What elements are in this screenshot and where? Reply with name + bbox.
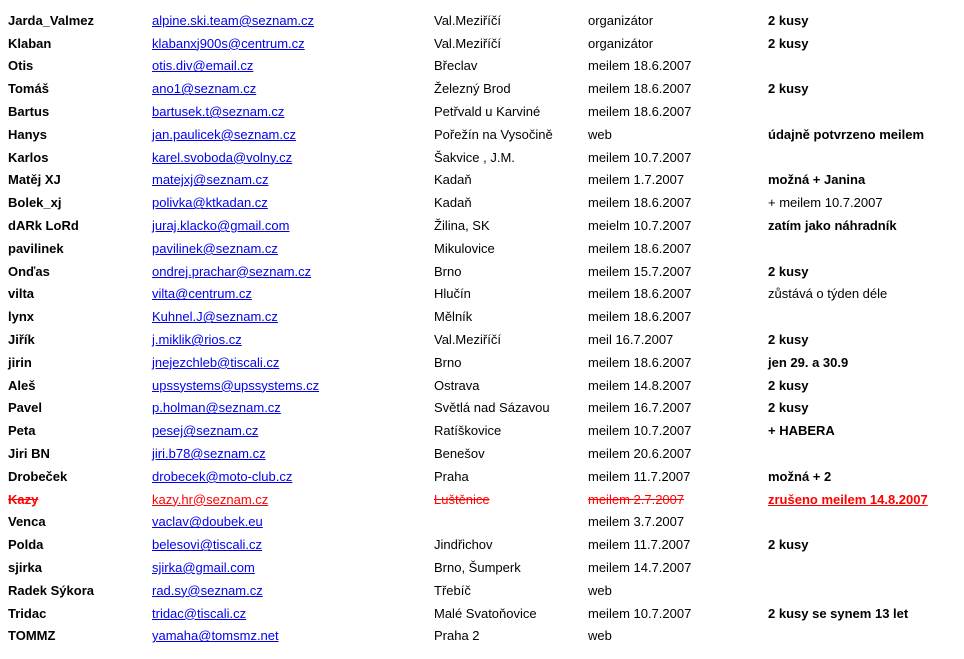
- note: 2 kusy: [768, 35, 809, 51]
- city: Železný Brod: [434, 81, 511, 97]
- note: možná + 2: [768, 468, 832, 484]
- member-name: Radek Sýkora: [8, 582, 94, 598]
- city: Třebíč: [434, 582, 471, 598]
- confirmation: web: [588, 628, 612, 644]
- table-row: [8, 625, 964, 648]
- confirmation: meilem 14.7.2007: [588, 560, 692, 576]
- confirmation: meil 16.7.2007: [588, 332, 674, 348]
- email-link[interactable]: otis.div@email.cz: [152, 58, 254, 74]
- email-link[interactable]: klabanxj900s@centrum.cz: [152, 35, 305, 51]
- city: Pořežín na Vysočině: [434, 126, 553, 142]
- table-row: [8, 9, 964, 32]
- email-cell: [152, 81, 434, 96]
- confirmation: meilem 11.7.2007: [588, 468, 691, 484]
- member-name: Aleš: [8, 377, 36, 393]
- confirmation: web: [588, 126, 612, 142]
- city: Světlá nad Sázavou: [434, 400, 550, 416]
- email-cell: [152, 606, 434, 621]
- note: 2 kusy se synem 13 let: [768, 605, 909, 621]
- member-name: Kazy: [8, 491, 39, 507]
- email-cell: [152, 583, 434, 598]
- note: + meilem 10.7.2007: [768, 195, 883, 211]
- confirmation: meilem 20.6.2007: [588, 446, 692, 462]
- confirmation: meilem 18.6.2007: [588, 81, 692, 97]
- table-row: [8, 533, 964, 556]
- email-cell: [152, 492, 434, 507]
- email-cell: [152, 286, 434, 301]
- member-name: Hanys: [8, 126, 48, 142]
- table-row: [8, 511, 964, 534]
- confirmation: meilem 10.7.2007: [588, 605, 692, 621]
- note: údajně potvrzeno meilem: [768, 126, 925, 142]
- email-cell: [152, 150, 434, 165]
- member-name: Tridac: [8, 605, 47, 621]
- member-name: Polda: [8, 537, 44, 553]
- city: Mikulovice: [434, 240, 495, 256]
- email-cell: [152, 104, 434, 119]
- table-row: [8, 283, 964, 306]
- confirmation: organizátor: [588, 35, 654, 51]
- email-cell: [152, 264, 434, 279]
- table-row: [8, 169, 964, 192]
- confirmation: meilem 10.7.2007: [588, 149, 692, 165]
- city: Val.Meziříčí: [434, 12, 501, 28]
- confirmation: meilem 1.7.2007: [588, 172, 685, 188]
- member-name: Jiřík: [8, 332, 35, 348]
- note: 2 kusy: [768, 332, 809, 348]
- note: 2 kusy: [768, 263, 809, 279]
- email-link[interactable]: vilta@centrum.cz: [152, 286, 252, 302]
- city: Luštěnice: [434, 491, 490, 507]
- confirmation: meielm 10.7.2007: [588, 218, 692, 234]
- member-name: Jarda_Valmez: [8, 12, 95, 28]
- email-cell: [152, 13, 434, 28]
- confirmation: web: [588, 582, 612, 598]
- note: možná + Janina: [768, 172, 866, 188]
- confirmation: meilem 3.7.2007: [588, 514, 685, 530]
- email-link[interactable]: drobecek@moto-club.cz: [152, 468, 293, 484]
- city: Brno: [434, 354, 462, 370]
- confirmation: meilem 11.7.2007: [588, 537, 691, 553]
- email-cell: [152, 355, 434, 370]
- confirmation: meilem 18.6.2007: [588, 195, 692, 211]
- email-cell: [152, 218, 434, 233]
- member-name: TOMMZ: [8, 628, 56, 644]
- table-row: [8, 556, 964, 579]
- member-name: Bolek_xj: [8, 195, 62, 211]
- email-link[interactable]: karel.svoboda@volny.cz: [152, 149, 293, 165]
- city: Ostrava: [434, 377, 480, 393]
- confirmation: organizátor: [588, 12, 654, 28]
- email-link[interactable]: alpine.ski.team@seznam.cz: [152, 12, 315, 28]
- note: 2 kusy: [768, 12, 809, 28]
- member-name: Peta: [8, 423, 36, 439]
- city: Praha: [434, 468, 469, 484]
- city: Šakvice , J.M.: [434, 149, 515, 165]
- table-row: [8, 602, 964, 625]
- email-cell: [152, 514, 434, 529]
- confirmation: meilem 14.8.2007: [588, 377, 692, 393]
- confirmation: meilem 10.7.2007: [588, 423, 692, 439]
- email-link[interactable]: pesej@seznam.cz: [152, 423, 259, 439]
- table-row: [8, 100, 964, 123]
- note: 2 kusy: [768, 537, 809, 553]
- city: Brno, Šumperk: [434, 560, 521, 576]
- email-link[interactable]: ondrej.prachar@seznam.cz: [152, 263, 312, 279]
- email-link[interactable]: tridac@tiscali.cz: [152, 605, 247, 621]
- email-link[interactable]: jnejezchleb@tiscali.cz: [152, 354, 280, 370]
- city: Petřvald u Karviné: [434, 104, 541, 120]
- city: Kadaň: [434, 195, 472, 211]
- member-name: Drobeček: [8, 468, 68, 484]
- email-cell: [152, 469, 434, 484]
- table-row: [8, 77, 964, 100]
- city: Praha 2: [434, 628, 480, 644]
- confirmation: meilem 18.6.2007: [588, 354, 692, 370]
- member-name: sjirka: [8, 560, 42, 576]
- email-link[interactable]: upssystems@upssystems.cz: [152, 377, 320, 393]
- email-cell: [152, 537, 434, 552]
- note: 2 kusy: [768, 377, 809, 393]
- confirmation: meilem 18.6.2007: [588, 58, 692, 74]
- member-name: lynx: [8, 309, 35, 325]
- table-row: [8, 374, 964, 397]
- confirmation: meilem 18.6.2007: [588, 240, 692, 256]
- email-cell: [152, 241, 434, 256]
- confirmation: meilem 15.7.2007: [588, 263, 692, 279]
- city: Malé Svatoňovice: [434, 605, 537, 621]
- member-name: Karlos: [8, 149, 49, 165]
- email-cell: [152, 195, 434, 210]
- member-name: Otis: [8, 58, 34, 74]
- email-cell: [152, 400, 434, 415]
- member-name: pavilinek: [8, 240, 64, 256]
- table-row: [8, 32, 964, 55]
- table-row: [8, 397, 964, 420]
- email-cell: [152, 628, 434, 643]
- table-row: [8, 214, 964, 237]
- city: Val.Meziříčí: [434, 35, 501, 51]
- email-cell: [152, 58, 434, 73]
- email-link[interactable]: j.miklik@rios.cz: [152, 332, 242, 348]
- email-cell: [152, 36, 434, 51]
- member-name: Jiri BN: [8, 446, 50, 462]
- table-row: [8, 488, 964, 511]
- confirmation: meilem 18.6.2007: [588, 309, 692, 325]
- city: Hlučín: [434, 286, 471, 302]
- table-row: [8, 55, 964, 78]
- city: Žilina, SK: [434, 218, 490, 234]
- city: Val.Meziříčí: [434, 332, 501, 348]
- confirmation: meilem 2.7.2007: [588, 491, 685, 507]
- table-row: [8, 123, 964, 146]
- note: zrušeno meilem 14.8.2007: [768, 491, 928, 507]
- email-cell: [152, 332, 434, 347]
- email-cell: [152, 309, 434, 324]
- confirmation: meilem 18.6.2007: [588, 286, 692, 302]
- member-name: vilta: [8, 286, 35, 302]
- member-name: dARk LoRd: [8, 218, 79, 234]
- email-link[interactable]: jan.paulicek@seznam.cz: [152, 126, 296, 142]
- city: Ratíškovice: [434, 423, 502, 439]
- city: Kadaň: [434, 172, 472, 188]
- table-row: [8, 465, 964, 488]
- email-cell: [152, 127, 434, 142]
- table-row: [8, 305, 964, 328]
- note: 2 kusy: [768, 81, 809, 97]
- confirmation: meilem 18.6.2007: [588, 104, 692, 120]
- table-row: [8, 260, 964, 283]
- table-row: [8, 191, 964, 214]
- email-cell: [152, 446, 434, 461]
- member-name: jirin: [8, 354, 32, 370]
- note: jen 29. a 30.9: [768, 354, 849, 370]
- email-link[interactable]: juraj.klacko@gmail.com: [152, 218, 290, 234]
- email-link[interactable]: matejxj@seznam.cz: [152, 172, 269, 188]
- city: Mělník: [434, 309, 473, 325]
- note: zatím jako náhradník: [768, 218, 897, 234]
- member-name: Tomáš: [8, 81, 49, 97]
- city: Jindřichov: [434, 537, 493, 553]
- note: 2 kusy: [768, 400, 809, 416]
- note: + HABERA: [768, 423, 835, 439]
- email-cell: [152, 172, 434, 187]
- city: Břeclav: [434, 58, 478, 74]
- email-link[interactable]: bartusek.t@seznam.cz: [152, 104, 285, 120]
- email-link[interactable]: p.holman@seznam.cz: [152, 400, 281, 416]
- table-row: [8, 442, 964, 465]
- member-name: Pavel: [8, 400, 42, 416]
- table-row: [8, 146, 964, 169]
- member-name: Matěj XJ: [8, 172, 61, 188]
- city: Benešov: [434, 446, 485, 462]
- email-link[interactable]: belesovi@tiscali.cz: [152, 537, 263, 553]
- table-row: [8, 419, 964, 442]
- email-link[interactable]: jiri.b78@seznam.cz: [152, 446, 266, 462]
- email-link[interactable]: vaclav@doubek.eu: [152, 514, 263, 530]
- email-cell: [152, 560, 434, 575]
- member-name: Onďas: [8, 263, 50, 279]
- note: zůstává o týden déle: [768, 286, 888, 302]
- table-row: [8, 579, 964, 602]
- member-name: Bartus: [8, 104, 50, 120]
- member-name: Klaban: [8, 35, 52, 51]
- table-row: [8, 237, 964, 260]
- email-link[interactable]: ano1@seznam.cz: [152, 81, 257, 97]
- confirmation: meilem 16.7.2007: [588, 400, 692, 416]
- email-link[interactable]: Kuhnel.J@seznam.cz: [152, 309, 278, 325]
- email-link[interactable]: rad.sy@seznam.cz: [152, 582, 263, 598]
- email-cell: [152, 423, 434, 438]
- email-link[interactable]: sjirka@gmail.com: [152, 560, 255, 576]
- member-name: Venca: [8, 514, 46, 530]
- email-link[interactable]: kazy.hr@seznam.cz: [152, 491, 269, 507]
- email-link[interactable]: polivka@ktkadan.cz: [152, 195, 268, 211]
- table-row: [8, 351, 964, 374]
- email-cell: [152, 378, 434, 393]
- email-link[interactable]: pavilinek@seznam.cz: [152, 240, 278, 256]
- city: Brno: [434, 263, 462, 279]
- table-row: [8, 328, 964, 351]
- email-link[interactable]: yamaha@tomsmz.net: [152, 628, 279, 644]
